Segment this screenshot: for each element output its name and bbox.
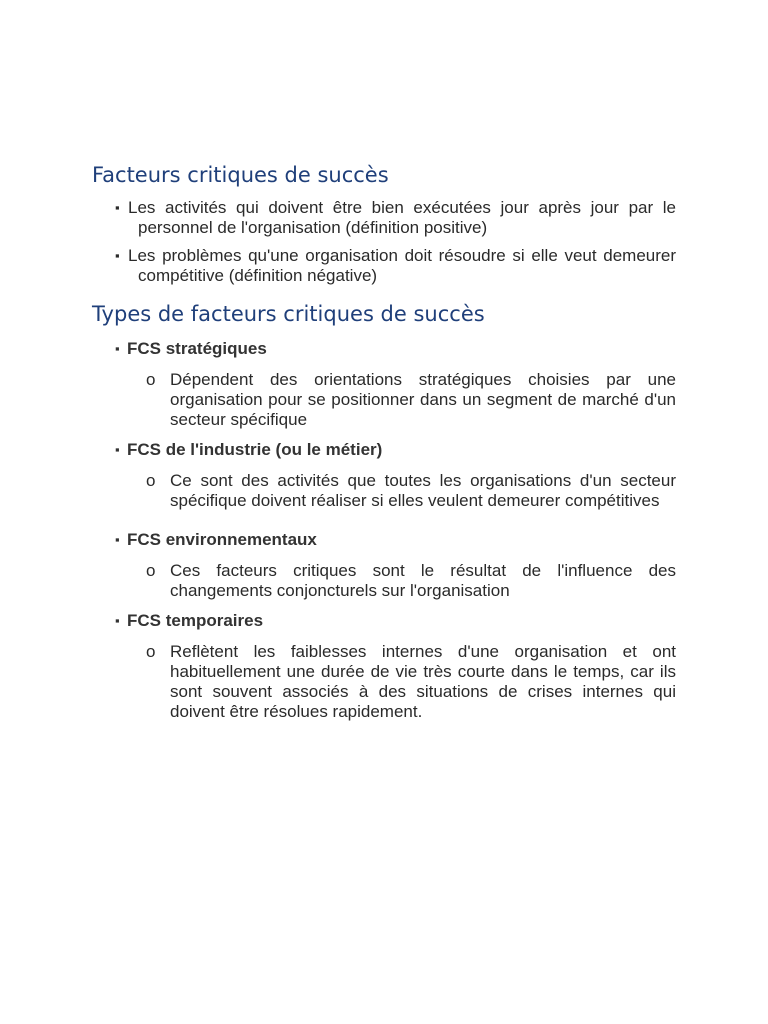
fcs-description [92,561,676,601]
bullet-text: Les problèmes qu'une organisation doit résoudre si elle veut demeurer compétitive (définition négative) [128,246,676,285]
square-bullet-icon: ▪ [115,200,120,215]
fcs-label: FCS de l'industrie (ou le métier) [127,440,383,459]
fcs-description [92,370,676,430]
circle-bullet-icon: o [146,370,156,389]
circle-bullet-icon: o [146,471,156,490]
fcs-description [92,471,676,511]
description-text: Ces facteurs critiques sont le résultat de l'influence des changements conjoncturels sur l'organisation [170,561,676,600]
square-bullet-icon: ▪ [115,442,120,457]
square-bullet-icon: ▪ [115,532,120,547]
fcs-label: FCS stratégiques [127,339,267,358]
circle-bullet-icon: o [146,642,156,661]
description-text: Ce sont des activités que toutes les organisations d'un secteur spécifique doivent réaliser si elles veulent demeurer compétitives [170,471,676,510]
square-bullet-icon: ▪ [115,248,120,263]
list-item [92,198,676,238]
fcs-heading-environnementaux [92,529,676,551]
description-text: Dépendent des orientations stratégiques choisies par une organisation pour se positionner dans un segment de marché d'un secteur spécifique [170,370,676,429]
section-title-fcs: Facteurs critiques de succès [92,163,389,187]
circle-bullet-icon: o [146,561,156,580]
fcs-heading-strategiques [92,338,676,360]
fcs-heading-temporaires [92,610,676,632]
fcs-heading-industrie [92,439,676,461]
document-page [92,160,676,722]
section-title-types: Types de facteurs critiques de succès [92,302,485,326]
fcs-label: FCS environnementaux [127,530,317,549]
square-bullet-icon: ▪ [115,341,120,356]
fcs-description [92,642,676,722]
square-bullet-icon: ▪ [115,613,120,628]
list-item [92,246,676,286]
bullet-text: Les activités qui doivent être bien exécutées jour après jour par le personnel de l'organisation (définition positive) [128,198,676,237]
description-text: Reflètent les faiblesses internes d'une organisation et ont habituellement une durée de vie très courte dans le temps, car ils sont souvent associés à des situations de crises internes qui doivent être résolues rapidement. [170,642,676,721]
fcs-label: FCS temporaires [127,611,264,630]
